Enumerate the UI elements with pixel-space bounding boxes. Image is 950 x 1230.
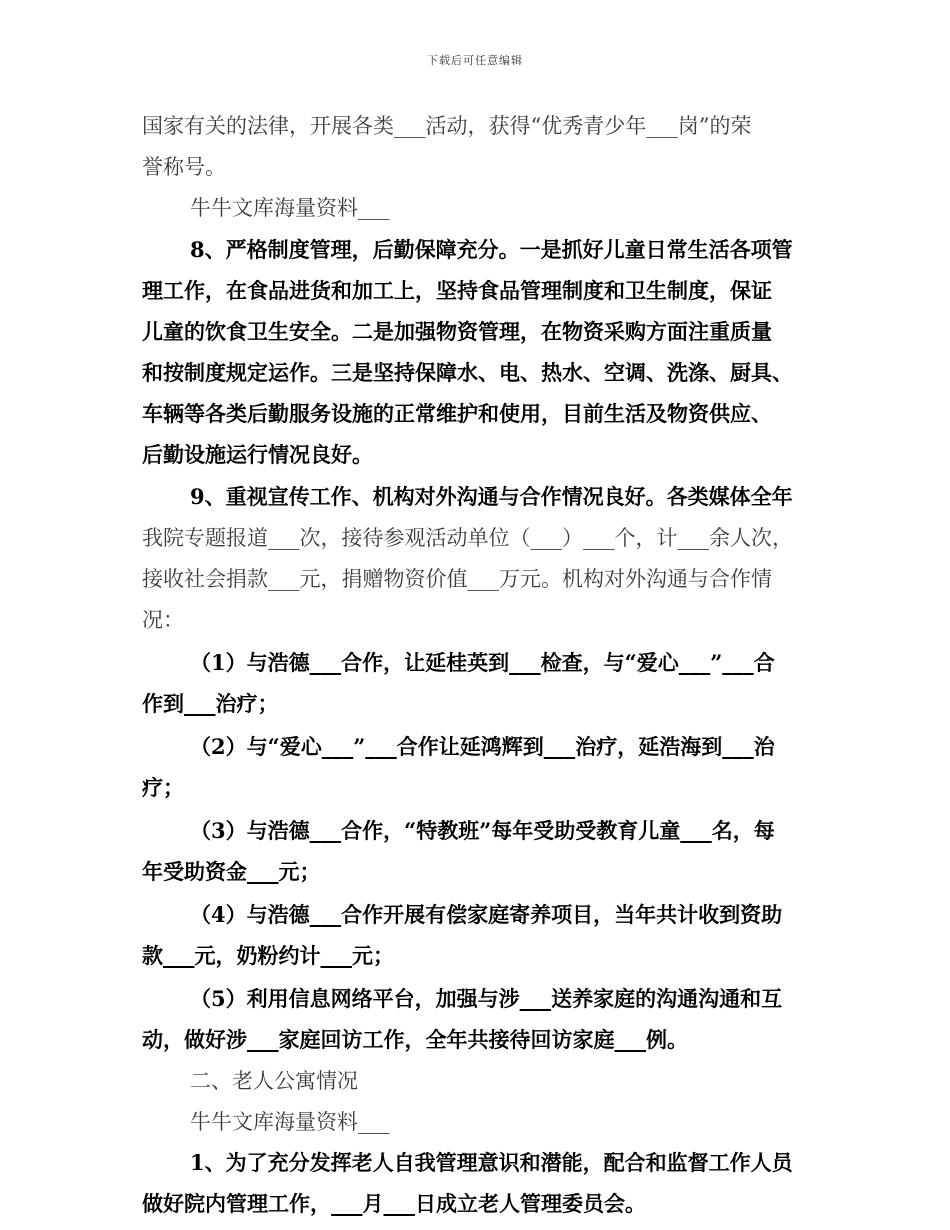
- text-line: 我院专题报道___次，接待参观活动单位（___）___个，计___余人次，: [142, 526, 793, 550]
- text-line: （3）与浩德___合作，“特教班”每年受助受教育儿童___名，每: [190, 818, 775, 843]
- text-line: 8、严格制度管理，后勤保障充分。一是抓好儿童日常生活各项管: [190, 237, 793, 262]
- text-line: 接收社会捐款___元，捐赠物资价值___万元。机构对外沟通与合作情: [142, 567, 772, 591]
- text-line: 和按制度规定运作。三是坚持保障水、电、热水、空调、洗涤、厨具、: [142, 360, 793, 385]
- text-line: （4）与浩德___合作开展有偿家庭寄养项目，当年共计收到资助: [190, 902, 783, 927]
- page-header: 下载后可任意编辑: [427, 54, 523, 67]
- text-line: （5）利用信息网络平台，加强与涉___送养家庭的沟通沟通和互: [190, 986, 783, 1011]
- text-line: 动，做好涉___家庭回访工作，全年共接待回访家庭___例。: [142, 1027, 688, 1052]
- text-line: 后勤设施运行情况良好。: [142, 442, 373, 467]
- text-line: （2）与“爱心___”___合作让延鸿辉到___治疗，延浩海到___治: [190, 734, 775, 759]
- text-line: 理工作，在食品进货和加工上，坚持食品管理制度和卫生制度，保证: [142, 278, 772, 303]
- text-line: 款___元，奶粉约计___元；: [142, 943, 394, 968]
- text-line: 誉称号。: [142, 155, 226, 179]
- text-line: 国家有关的法律，开展各类___活动，获得“优秀青少年___岗”的荣: [142, 114, 752, 138]
- text-line: 二、老人公寓情况: [190, 1069, 358, 1093]
- text-line: 儿童的饮食卫生安全。二是加强物资管理，在物资采购方面注重质量: [142, 319, 772, 344]
- text-line: 牛牛文库海量资料___: [190, 1110, 390, 1134]
- text-line: 车辆等各类后勤服务设施的正常维护和使用，目前生活及物资供应、: [142, 401, 772, 426]
- text-line: （1）与浩德___合作，让延桂英到___检查，与“爱心___”___合: [190, 650, 775, 675]
- text-line: 1、为了充分发挥老人自我管理意识和潜能，配合和监督工作人员: [190, 1150, 793, 1175]
- text-line: 疗；: [142, 775, 184, 800]
- text-line: 做好院内管理工作，___月___日成立老人管理委员会。: [142, 1191, 646, 1216]
- text-line: 作到___治疗；: [142, 691, 279, 716]
- text-line: 9、重视宣传工作、机构对外沟通与合作情况良好。各类媒体全年: [190, 484, 793, 509]
- document-body: [142, 108, 822, 1227]
- text-line: 牛牛文库海量资料___: [190, 196, 390, 220]
- text-line: 年受助资金___元；: [142, 859, 321, 884]
- text-line: 况：: [142, 608, 184, 632]
